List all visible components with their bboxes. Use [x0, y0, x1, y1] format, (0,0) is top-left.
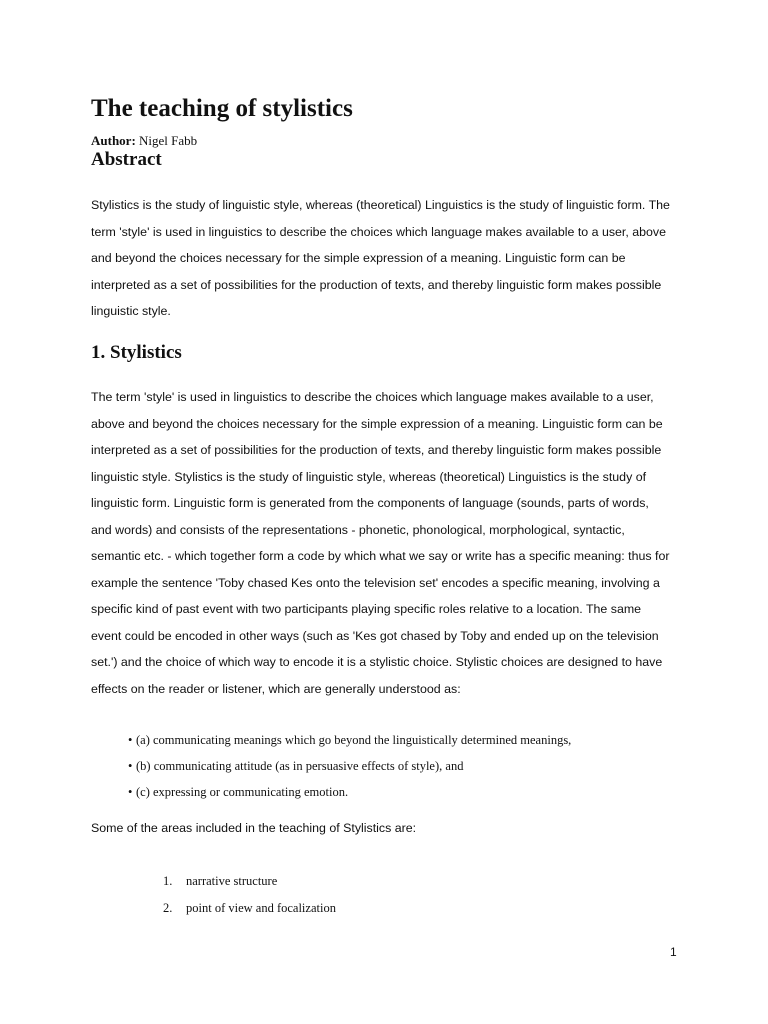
abstract-heading: Abstract	[91, 149, 162, 170]
paragraph-line: linguistic style. Stylistics is the study of linguistic style, whereas (theoretical) Linguistics is the study of	[91, 469, 647, 484]
paragraph-line: term 'style' is used in linguistics to describe the choices which language makes available to a user, above	[91, 224, 667, 239]
paragraph-line: and beyond the choices necessary for the simple expression of a meaning. Linguistic form can be	[91, 251, 626, 265]
numbered-item	[163, 868, 336, 895]
abstract-paragraph	[91, 192, 691, 325]
paragraph-line: semantic etc. - which together form a code by which what we say or write has a specific meaning: thus for	[91, 549, 670, 563]
paragraph-line: linguistic form. Linguistic form is generated from the components of language (sounds, parts of words,	[91, 496, 649, 510]
paragraph-line: above and beyond the choices necessary for the simple expression of a meaning. Linguistic form can be	[91, 416, 663, 431]
effects-bullet-list	[128, 727, 571, 805]
bullet-text: (a) communicating meanings which go beyond the linguistically determined meanings,	[136, 733, 572, 747]
bullet-icon: •	[128, 785, 133, 799]
bullet-item	[128, 753, 571, 779]
paragraph-line: set.') and the choice of which way to encode it is a stylistic choice. Stylistic choices are designed to have	[91, 655, 663, 669]
paragraph-line: example the sentence 'Toby chased Kes onto the television set' encodes a specific meaning, involving a	[91, 575, 660, 590]
paragraph-line: specific kind of past event with two participants playing specific roles relative to a location. The same	[91, 602, 642, 616]
author-name: Nigel Fabb	[139, 133, 198, 148]
item-text: point of view and focalization	[186, 901, 336, 915]
document-title: The teaching of stylistics	[91, 95, 353, 122]
bullet-icon: •	[128, 759, 133, 773]
paragraph-line: event could be encoded in other ways (such as 'Kes got chased by Toby and ended up on the television	[91, 628, 659, 643]
paragraph-line: and words) and consists of the representations - phonetic, phonological, morphological, syntactic,	[91, 522, 625, 537]
numbered-item	[163, 895, 336, 922]
bullet-item	[128, 779, 571, 805]
bullet-item	[128, 727, 571, 753]
item-number: 1.	[163, 874, 173, 888]
item-number: 2.	[163, 901, 173, 915]
paragraph-line: Stylistics is the study of linguistic style, whereas (theoretical) Linguistics is the study of linguistic form. The	[91, 198, 670, 212]
paragraph-line: linguistic style.	[91, 304, 171, 318]
areas-numbered-list	[163, 868, 336, 922]
areas-intro: Some of the areas included in the teaching of Stylistics are:	[91, 821, 417, 835]
item-text: narrative structure	[186, 874, 278, 888]
bullet-text: (c) expressing or communicating emotion.	[136, 785, 349, 799]
paragraph-line: effects on the reader or listener, which are generally understood as:	[91, 681, 461, 696]
bullet-text: (b) communicating attitude (as in persuasive effects of style), and	[136, 759, 464, 773]
bullet-icon: •	[128, 733, 133, 747]
paragraph-line: The term 'style' is used in linguistics to describe the choices which language makes available to a user,	[91, 390, 654, 404]
paragraph-line: interpreted as a set of possibilities for the production of texts, and thereby linguistic form makes possible	[91, 277, 662, 292]
page-number: 1	[670, 945, 677, 959]
author-label: Author:	[91, 133, 136, 148]
stylistics-paragraph	[91, 384, 691, 702]
paragraph-line: interpreted as a set of possibilities for the production of texts, and thereby linguistic form makes possible	[91, 443, 662, 457]
author-line	[91, 133, 197, 149]
section-heading: 1. Stylistics	[91, 342, 182, 363]
